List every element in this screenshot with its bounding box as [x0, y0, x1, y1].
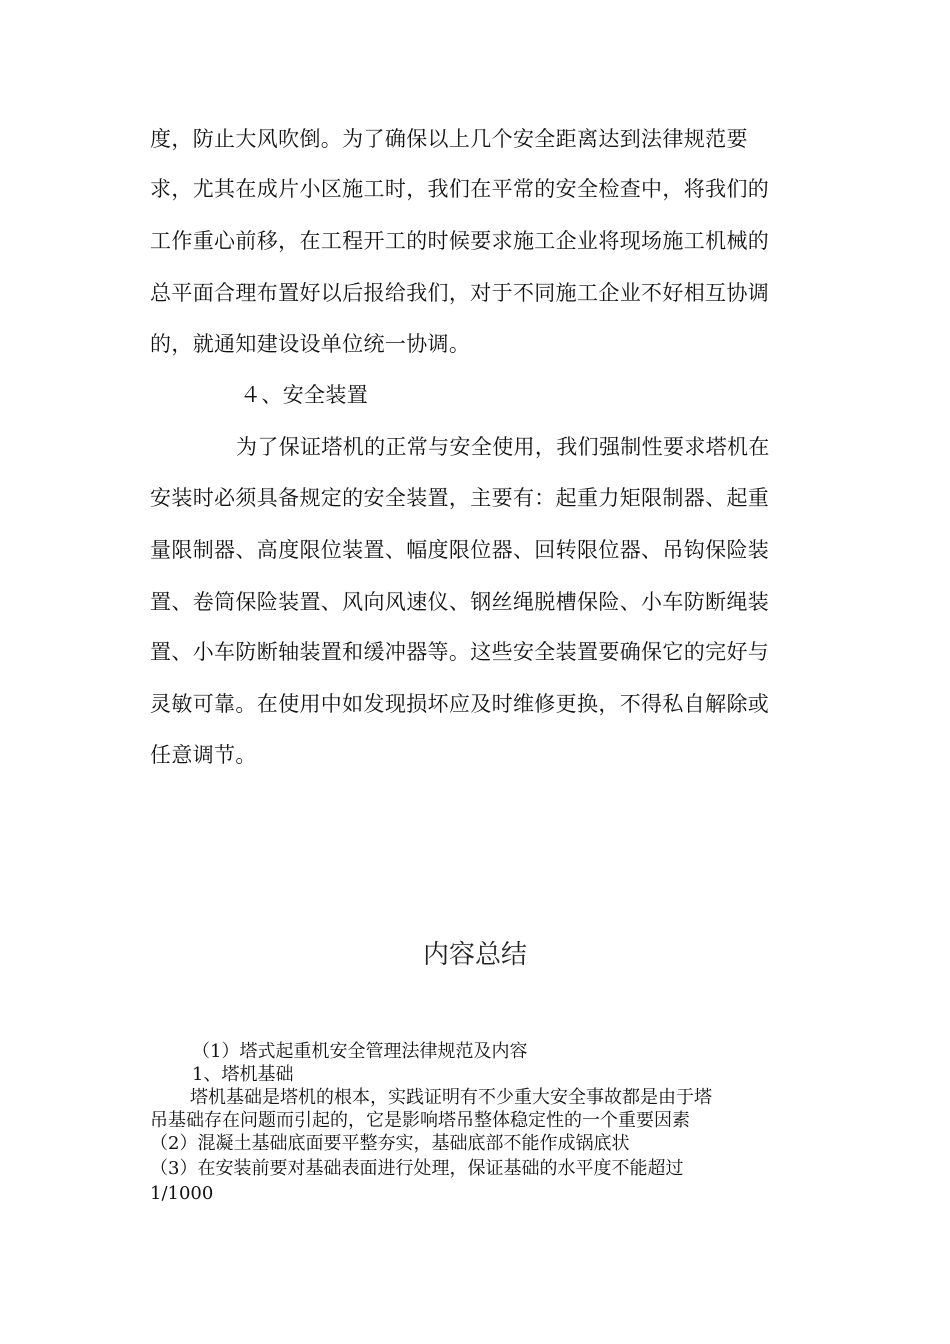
- summary-title: 内容总结: [422, 940, 527, 970]
- paragraph1-line-4: 总平面合理布置好以后报给我们，对于不同施工企业不好相互协调: [150, 281, 770, 305]
- summary-line-2: 1、塔机基础: [192, 1064, 294, 1085]
- paragraph1-line-3: 工作重心前移，在工程开工的时候要求施工企业将现场施工机械的: [150, 229, 770, 253]
- summary-line-4: 吊基础存在问题而引起的，它是影响塔吊整体稳定性的一个重要因素: [150, 1110, 690, 1131]
- paragraph2-line-7: 任意调节。: [150, 743, 257, 767]
- summary-line-6: （3）在安装前要对基础表面进行处理，保证基础的水平度不能超过: [150, 1158, 684, 1179]
- paragraph1-line-1: 度，防止大风吹倒。为了确保以上几个安全距离达到法律规范要: [150, 127, 748, 151]
- summary-line-5: （2）混凝土基础底面要平整夯实，基础底部不能作成锅底状: [150, 1133, 630, 1154]
- paragraph2-line-6: 灵敏可靠。在使用中如发现损坏应及时维修更换，不得私自解除或: [150, 692, 770, 716]
- section-heading: ４、安全装置: [240, 383, 369, 407]
- summary-line-1: （1）塔式起重机安全管理法律规范及内容: [192, 1041, 528, 1062]
- summary-line-3: 塔机基础是塔机的根本，实践证明有不少重大安全事故都是由于塔: [190, 1087, 712, 1108]
- summary-line-7: 1/1000: [150, 1183, 214, 1204]
- paragraph2-line-5: 置、小车防断轴装置和缓冲器等。这些安全装置要确保它的完好与: [150, 640, 770, 664]
- paragraph1-line-2: 求，尤其在成片小区施工时，我们在平常的安全检查中，将我们的: [150, 177, 770, 201]
- paragraph2-line-4: 置、卷筒保险装置、风向风速仪、钢丝绳脱槽保险、小车防断绳装: [150, 590, 770, 614]
- paragraph2-line-3: 量限制器、高度限位装置、幅度限位器、回转限位器、吊钩保险装: [150, 538, 770, 562]
- paragraph2-line-2: 安装时必须具备规定的安全装置，主要有：起重力矩限制器、起重: [150, 486, 770, 510]
- paragraph1-line-5: 的，就通知建设设单位统一协调。: [150, 332, 471, 356]
- paragraph2-line-1: 为了保证塔机的正常与安全使用，我们强制性要求塔机在: [236, 435, 770, 459]
